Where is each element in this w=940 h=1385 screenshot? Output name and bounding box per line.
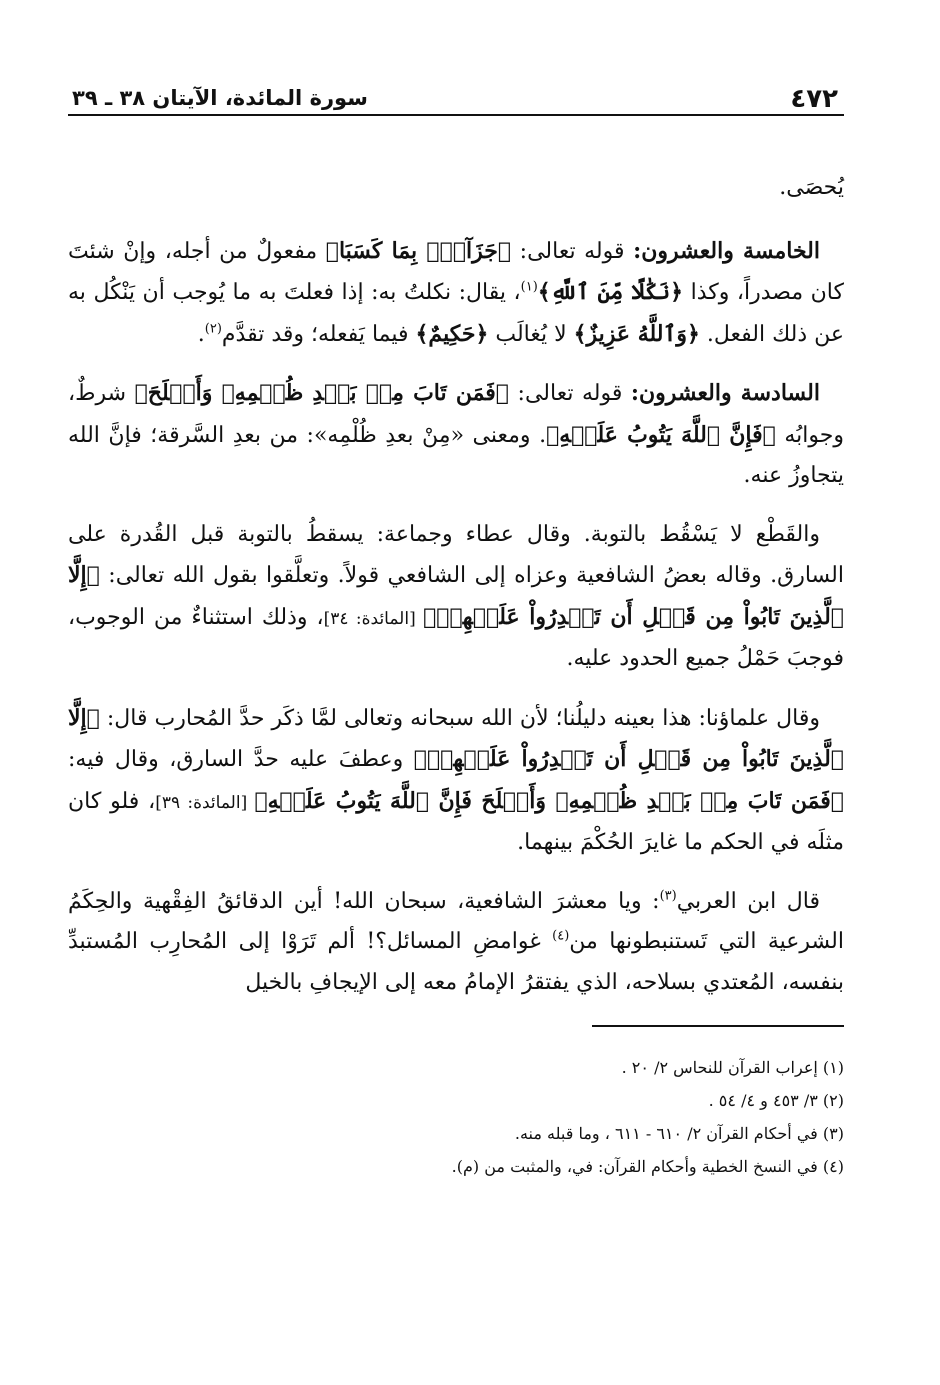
quran-quote: ﴿حَكِيمٌ﴾ (415, 320, 489, 347)
section-heading: الخامسة والعشرون: (633, 237, 820, 264)
book-page (68, 70, 844, 1183)
page-number: ٤٧٢ (790, 84, 838, 114)
paragraph-continuation: يُحصَى. (779, 175, 844, 200)
footnote: (٣) في أحكام القرآن ٢/ ٦١٠ - ٦١١ ، وما قبله منه. (514, 1123, 844, 1143)
paragraph-repentance: والقَطْع لا يَسْقُط بالتوبة. وقال عطاء وجماعة: يسقطُ بالتوبة قبل القُدرة على السارق. وقاله بعضُ الشافعية وعزاه إلى الشافعي قولاً. وتعلَّقوا بقول الله تعالى: ﴿إِلَّا ٱلَّذِينَ تَابُواْ مِن قَبۡلِ أَن تَقۡدِرُواْ عَلَيۡهِمۡ﴾ [المائدة: ٣٤]، وذلك استثناءٌ من الوجوب، فوجبَ حَمْلُ جميع الحدود عليه. (68, 521, 844, 671)
footnote: (٢) ٣/ ٤٥٣ و ٤/ ٥٤ . (708, 1090, 844, 1110)
footnote-ref: (٤) (552, 928, 570, 944)
paragraph-ibn-arabi: قال ابن العربي$^{(٣)}$: ويا معشرَ الشافعية، سبحان الله! أين الدقائقُ الفِقْهية والحِكَمُ الشرعية التي تَستنبطونها من$^{(٤)}$ غوامضِ المسائل؟! ألم تَرَوْا إلى المُحارِب المُستبدِّ بنفسه، المُعتدي بسلاحه، الذي يفتقرُ الإمامُ معه إلى الإيجافِ بالخيل (68, 888, 844, 995)
paragraph-25: الخامسة والعشرون: قوله تعالى: ﴿جَزَآءَۢ بِمَا كَسَبَا﴾ مفعولٌ من أجله، وإنْ شئتَ كان مصدراً، وكذا ﴿نَكَٰلًا مِّنَ ٱللَّهِ﴾$^{(١)}$، يقال: نكلتُ به: إذا فعلتَ به ما يُوجب أن يَنْكُل به عن ذلك الفعل. ﴿وَٱللَّهُ عَزِيزٌ﴾ لا يُغالَب ﴿حَكِيمٌ﴾ فيما يَفعله؛ وقد تقدَّم$^{(٢)}$. (68, 237, 844, 347)
quran-quote: ﴿إِلَّا ٱلَّذِينَ تَابُواْ مِن قَبۡلِ أَن تَقۡدِرُواْ عَلَيۡهِمۡ﴾ (68, 704, 844, 772)
page-header (68, 70, 844, 116)
footnote-divider (592, 1025, 844, 1027)
quran-quote: ﴿فَمَن تَابَ مِنۢ بَعۡدِ ظُلۡمِهِۦ وَأَصۡلَحَ فَإِنَّ ٱللَّهَ يَتُوبُ عَلَيۡهِ﴾ (254, 787, 845, 814)
verse-citation: [المائدة: ٣٩] (155, 792, 255, 813)
footnote-ref: (٢) (204, 321, 222, 337)
quran-quote: ﴿فَإِنَّ ٱللَّهَ يَتُوبُ عَلَيۡهِ﴾ (546, 421, 776, 448)
quran-quote: ﴿وَٱللَّهُ عَزِيزٌ﴾ (573, 320, 700, 347)
quran-quote: ﴿فَمَن تَابَ مِنۢ بَعۡدِ ظُلۡمِهِۦ وَأَصۡلَحَ﴾ (134, 380, 510, 406)
footnote: (٤) في النسخ الخطية وأحكام القرآن: في، والمثبت من (م). (451, 1156, 844, 1176)
footnote-ref: (٣) (659, 888, 677, 904)
quran-quote: ﴿إِلَّا ٱلَّذِينَ تَابُواْ مِن قَبۡلِ أَن تَقۡدِرُواْ عَلَيۡهِمۡ﴾ (68, 562, 844, 630)
section-heading: السادسة والعشرون: (630, 380, 820, 406)
footnote-ref: (١) (520, 279, 538, 295)
paragraph-scholars: وقال علماؤنا: هذا بعينه دليلُنا؛ لأن الله سبحانه وتعالى لمَّا ذكَر حدَّ المُحارب قال: ﴿إِلَّا ٱلَّذِينَ تَابُواْ مِن قَبۡلِ أَن تَقۡدِرُواْ عَلَيۡهِمۡ﴾ وعطفَ عليه حدَّ السارق، وقال فيه: ﴿فَمَن تَابَ مِنۢ بَعۡدِ ظُلۡمِهِۦ وَأَصۡلَحَ فَإِنَّ ٱللَّهَ يَتُوبُ عَلَيۡهِ﴾ [المائدة: ٣٩]، فلو كان مثلَه في الحكم ما غايرَ الحُكْمَ بينهما. (68, 704, 845, 855)
footnotes (68, 1051, 844, 1183)
quran-quote: ﴿جَزَآءَۢ بِمَا كَسَبَا﴾ (325, 237, 512, 264)
verse-citation: [المائدة: ٣٤] (323, 608, 424, 629)
running-title: سورة المائدة، الآيتان ٣٨ ـ ٣٩ (72, 86, 368, 110)
main-text (68, 168, 844, 1003)
footnote: (١) إعراب القرآن للنحاس ٢/ ٢٠ . (621, 1057, 844, 1077)
quran-quote: ﴿نَكَٰلًا مِّنَ ٱللَّهِ﴾ (537, 279, 684, 305)
paragraph-26: السادسة والعشرون: قوله تعالى: ﴿فَمَن تَابَ مِنۢ بَعۡدِ ظُلۡمِهِۦ وَأَصۡلَحَ﴾ شرطٌ، وجوابُه ﴿فَإِنَّ ٱللَّهَ يَتُوبُ عَلَيۡهِ﴾. ومعنى «مِنْ بعدِ ظُلْمِه»: من بعدِ السَّرقة؛ فإنَّ الله يتجاوزُ عنه. (68, 380, 844, 488)
